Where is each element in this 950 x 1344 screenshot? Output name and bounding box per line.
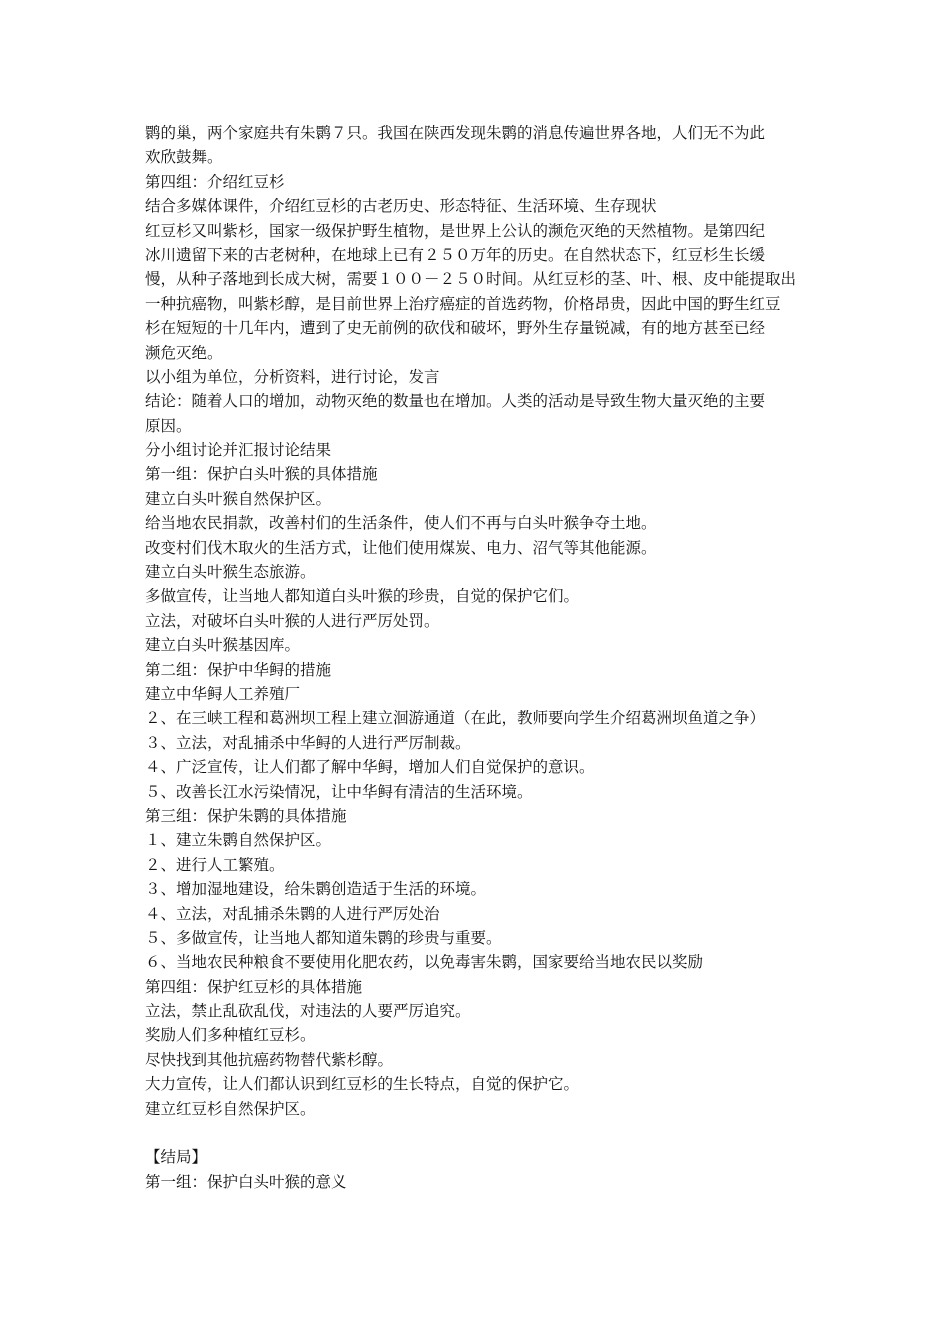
- text-line: 原因。: [145, 416, 192, 435]
- blank-line: [145, 1121, 815, 1145]
- list-item: ５、多做宣传，让当地人都知道朱鹮的珍贵与重要。: [145, 928, 502, 947]
- list-item: ３、立法，对乱捕杀中华鲟的人进行严厉制裁。: [145, 733, 471, 752]
- list-item: 多做宣传，让当地人都知道白头叶猴的珍贵，自觉的保护它们。: [145, 587, 580, 606]
- list-item: ４、广泛宣传，让人们都了解中华鲟，增加人们自觉保护的意识。: [145, 758, 595, 777]
- list-item: 奖励人们多种植红豆杉。: [145, 1026, 316, 1045]
- text-line: 慢，从种子落地到长成大树，需要１００－２５０时间。从红豆杉的茎、叶、根、皮中能提取出: [145, 270, 797, 289]
- text-line: 一种抗癌物，叫紫杉醇，是目前世界上治疗癌症的首选药物，价格昂贵，因此中国的野生红豆: [145, 294, 781, 313]
- list-item: 建立红豆杉自然保护区。: [145, 1099, 316, 1118]
- section-heading: 第三组：保护朱鹮的具体措施: [145, 806, 347, 825]
- text-line: 杉在短短的十几年内，遭到了史无前例的砍伐和破坏，野外生存量锐减，有的地方甚至已经: [145, 319, 766, 338]
- section-heading: 第四组：保护红豆杉的具体措施: [145, 977, 363, 996]
- list-item: ４、立法，对乱捕杀朱鹮的人进行严厉处治: [145, 904, 440, 923]
- section-heading: 第一组：保护白头叶猴的具体措施: [145, 465, 378, 484]
- section-heading: 第四组：介绍红豆杉: [145, 172, 285, 191]
- list-item: 给当地农民捐款，改善村们的生活条件，使人们不再与白头叶猴争夺土地。: [145, 514, 657, 533]
- list-item: 大力宣传，让人们都认识到红豆杉的生长特点，自觉的保护它。: [145, 1075, 580, 1094]
- list-item: 建立白头叶猴自然保护区。: [145, 489, 332, 508]
- list-item: 建立白头叶猴生态旅游。: [145, 563, 316, 582]
- list-item: 尽快找到其他抗癌药物替代紫杉醇。: [145, 1050, 394, 1069]
- list-item: ２、在三峡工程和葛洲坝工程上建立洄游通道（在此，教师要向学生介绍葛洲坝鱼道之争）: [145, 709, 766, 728]
- list-item: 立法，对破坏白头叶猴的人进行严厉处罚。: [145, 611, 440, 630]
- text-line: 欢欣鼓舞。: [145, 148, 223, 167]
- section-heading: 第二组：保护中华鲟的措施: [145, 660, 332, 679]
- list-item: ６、当地农民种粮食不要使用化肥农药，以免毒害朱鹮，国家要给当地农民以奖励: [145, 953, 704, 972]
- section-title: 【结局】: [145, 1148, 208, 1167]
- text-line: 结合多媒体课件，介绍红豆杉的古老历史、形态特征、生活环境、生存现状: [145, 197, 657, 216]
- text-line: 濒危灭绝。: [145, 343, 223, 362]
- list-item: 立法，禁止乱砍乱伐，对违法的人要严厉追究。: [145, 1002, 471, 1021]
- section-heading: 第一组：保护白头叶猴的意义: [145, 1172, 347, 1191]
- text-line: 以小组为单位，分析资料，进行讨论，发言: [145, 367, 440, 386]
- document-body: [145, 121, 815, 1194]
- text-line: 结论：随着人口的增加，动物灭绝的数量也在增加。人类的活动是导致生物大量灭绝的主要: [145, 392, 766, 411]
- text-line: 鹮的巢，两个家庭共有朱鹮７只。我国在陕西发现朱鹮的消息传遍世界各地，人们无不为此: [145, 124, 766, 142]
- list-item: ５、改善长江水污染情况，让中华鲟有清洁的生活环境。: [145, 782, 533, 801]
- list-item: １、建立朱鹮自然保护区。: [145, 831, 332, 850]
- list-item: ２、进行人工繁殖。: [145, 855, 285, 874]
- text-line: 分小组讨论并汇报讨论结果: [145, 441, 332, 460]
- text-line: 冰川遗留下来的古老树种，在地球上已有２５０万年的历史。在自然状态下，红豆杉生长缓: [145, 245, 766, 264]
- list-item: 建立中华鲟人工养殖厂: [145, 684, 301, 703]
- text-line: 红豆杉又叫紫杉，国家一级保护野生植物，是世界上公认的濒危灭绝的天然植物。是第四纪: [145, 221, 766, 240]
- list-item: ３、增加湿地建设，给朱鹮创造适于生活的环境。: [145, 880, 487, 899]
- list-item: 改变村们伐木取火的生活方式，让他们使用煤炭、电力、沼气等其他能源。: [145, 538, 657, 557]
- list-item: 建立白头叶猴基因库。: [145, 636, 301, 655]
